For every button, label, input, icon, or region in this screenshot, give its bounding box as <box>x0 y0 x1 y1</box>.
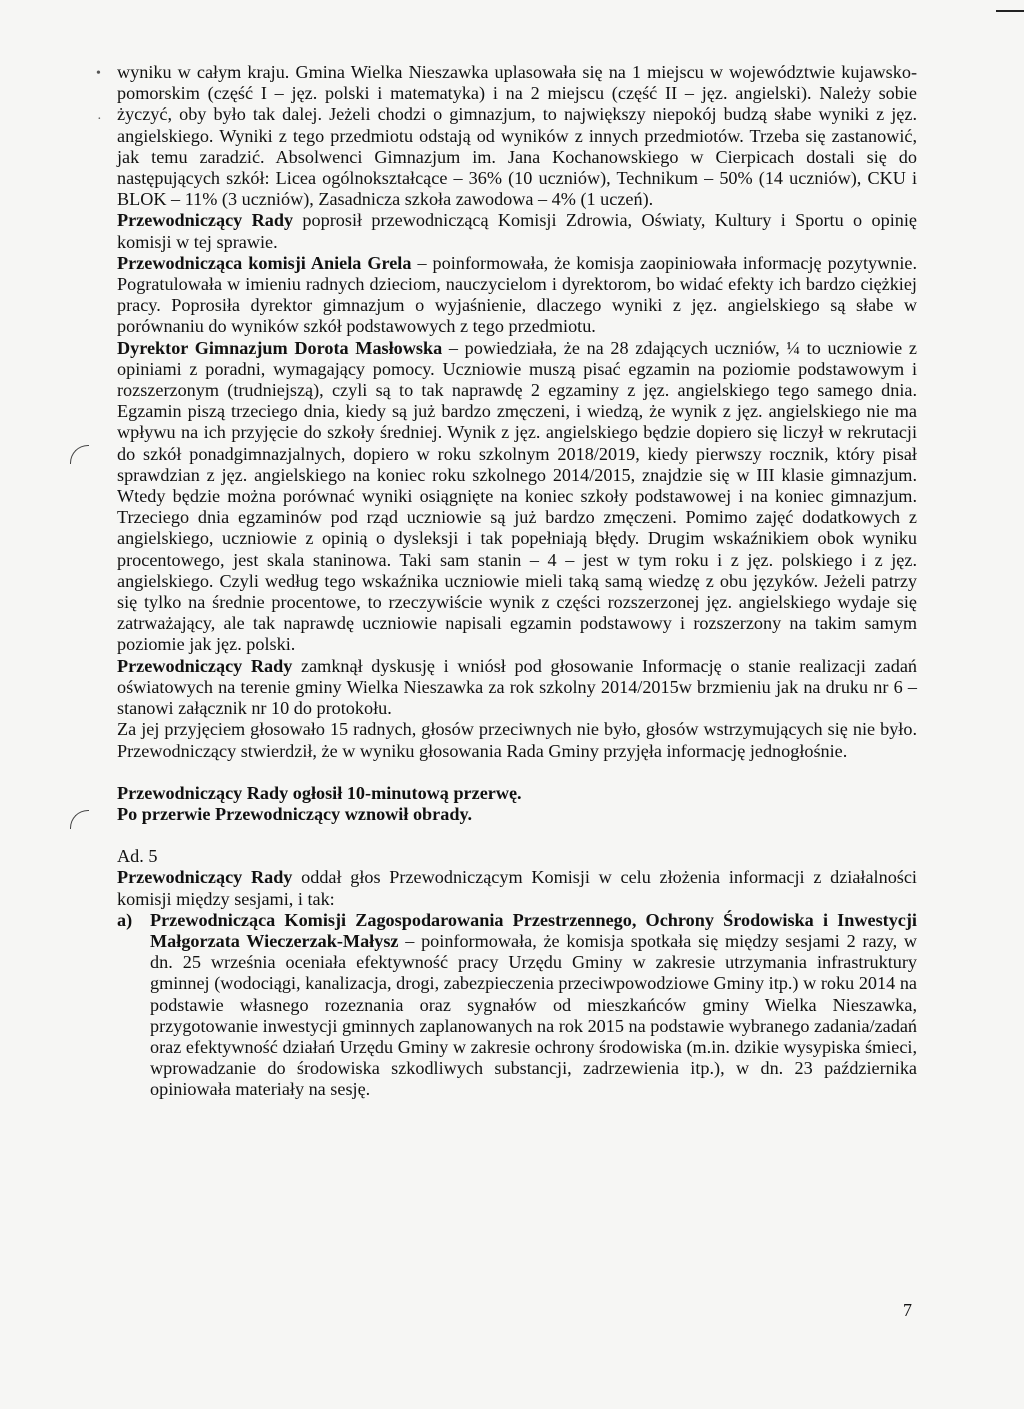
section-heading: Ad. 5 <box>117 846 158 867</box>
punch-hole-arc <box>70 810 89 829</box>
paragraph: Przewodniczący Rady zamknął dyskusję i wniósł pod głosowanie Informację o stanie realizacji zadań oświatowych na terenie gminy Wielka Nieszawka za rok szkolny 2014/2015w brzmieniu jak na druku nr 6 – stanowi załącznik nr 10 do protokołu. <box>117 655 917 719</box>
document-page <box>117 62 917 1101</box>
list-item-body: Przewodnicząca Komisji Zagospodarowania Przestrzennego, Ochrony Środowiska i Inwestycji Małgorzata Wieczerzak-Małysz – poinformowała, że komisja spotkała się między sesjami 2 razy, w dn. 25 września oceniała efektywność pracy Urzędu Gminy w zakresie utrzymania infrastruktury gminnej (wodociągi, kanalizacja, drogi, zabezpieczenia przeciwpowodziowe Gminy itp.) w roku 2014 na podstawie własnego rozeznania oraz sygnałów od mieszkańców gminy Wielka Nieszawka, przygotowanie inwestycji gminnych zaplanowanych na rok 2015 na podstawie wybranego zadania/zadań oraz efektywność działań Urzędu Gminy w zakresie ochrony środowiska (m.in. dzikie wysypiska śmieci, wprowadzanie do środowiska szkodliwych substancji, zadrzewienia itp.), w dn. 23 października opiniowała materiały na sesję. <box>150 909 917 1100</box>
scan-dot: · <box>97 112 102 127</box>
speaker-name: Przewodniczący Rady <box>117 210 294 231</box>
paragraph: Dyrektor Gimnazjum Dorota Masłowska – powiedziała, że na 28 zdających uczniów, ¼ to uczniowie z opiniami z poradni, wymagający pomocy. Uczniowie muszą pisać egzamin na poziomie podstawowym i rozszerzonym (trudniejszą), czyli są to tak naprawdę 2 egzaminy z jęz. angielskiego tego samego dnia. Egzamin piszą trzeciego dnia, kiedy są już bardzo zmęczeni, i wiedzą, że wynik z jęz. angielskiego nie ma wpływu na ich przyjęcie do szkoły średniej. Wynik z jęz. angielskiego będzie dopiero się liczył w rekrutacji do szkół ponadgimnazjalnych, dopiero w roku szkolnym 2018/2019, kiedy pierwszy rocznik, który pisał sprawdzian z jęz. angielskiego na koniec roku szkolnego 2014/2015, znajdzie się w III klasie gimnazjum. Wtedy będzie można porównać wyniki osiągnięte na koniec szkoły podstawowej i na koniec gimnazjum. Trzeciego dnia egzaminów pod rząd uczniowie są już bardzo zmęczeni. Pomimo zajęć dodatkowych z angielskiego, uczniowie z opinią o dysleksji i tak popełniają błędy. Drugim wskaźnikiem obok wyniku procentowego, jest skala staninowa. Taki sam stanin – 4 – jest w tym roku i z jęz. polskiego i z jęz. angielskiego. Czyli według tego wskaźnika uczniowie mieli taką samą wiedzę z obu języków. Jeżeli patrzy się tylko na średnie procentowe, to rzeczywiście wynik z części rozszerzonej jęz. angielskiego wydaje się zatrważający, ale tak naprawdę uczniowie napisali egzamin podstawowy i rozszerzony na takim samym poziomie jak jęz. polski. <box>117 337 917 655</box>
paragraph: Za jej przyjęciem głosowało 15 radnych, głosów przeciwnych nie było, głosów wstrzymujących się nie było. Przewodniczący stwierdził, że w wyniku głosowania Rada Gminy przyjęła informację jednogłośnie. <box>117 719 917 761</box>
speaker-name: Przewodnicząca komisji Aniela Grela <box>117 252 412 273</box>
break-announcement: Przewodniczący Rady ogłosił 10-minutową przerwę. <box>117 782 522 803</box>
paragraph: Przewodniczący Rady poprosił przewodniczącą Komisji Zdrowia, Oświaty, Kultury i Sportu o opinię komisji w tej sprawie. <box>117 210 917 252</box>
scan-dot: • <box>96 66 101 81</box>
list-item <box>117 910 917 1101</box>
scan-edge-mark <box>996 10 1024 12</box>
paragraph: Przewodniczący Rady oddał głos Przewodniczącym Komisji w celu złożenia informacji z działalności komisji między sesjami, i tak: <box>117 867 917 909</box>
speaker-name: Przewodnicząca Komisji Zagospodarowania Przestrzennego, Ochrony Środowiska i Inwestycji Małgorzata Wieczerzak-Małysz <box>150 909 917 951</box>
list-item-label: a) <box>117 909 133 930</box>
speaker-name: Przewodniczący Rady <box>117 867 293 888</box>
paragraph: wyniku w całym kraju. Gmina Wielka Nieszawka uplasowała się na 1 miejscu w województwie kujawsko-pomorskim (część I – jęz. polski i matematyka) i na 2 miejscu (część II – jęz. angielski). Należy sobie życzyć, oby było tak dalej. Jeżeli chodzi o gimnazjum, to największy niepokój budzą słabe wyniki z jęz. angielskiego. Wyniki z tego przedmiotu odstają od wyników z innych przedmiotów. Trzeba się zastanowić, jak temu zaradzić. Absolwenci Gimnazjum im. Jana Kochanowskiego w Cierpicach dostali się do następujących szkół: Licea ogólnokształcące – 36% (10 uczniów), Technikum – 50% (14 uczniów), CKU i BLOK – 11% (3 uczniów), Zasadnicza szkoła zawodowa – 4% (1 uczeń). <box>117 62 917 210</box>
resume-announcement: Po przerwie Przewodniczący wznowił obrady. <box>117 803 473 824</box>
speaker-name: Przewodniczący Rady <box>117 655 293 676</box>
speaker-name: Dyrektor Gimnazjum Dorota Masłowska <box>117 337 443 358</box>
paragraph: Przewodnicząca komisji Aniela Grela – poinformowała, że komisja zaopiniowała informację pozytywnie. Pogratulowała w imieniu radnych dzieciom, nauczycielom i dyrektorom, bo widać efekty ich bardzo ciężkiej pracy. Poprosiła dyrektor gimnazjum o wyjaśnienie, dlaczego wyniki z jęz. angielskiego są słabe w porównaniu do wyników szkół podstawowych z tego przedmiotu. <box>117 252 917 337</box>
punch-hole-arc <box>70 445 89 464</box>
page-number: 7 <box>903 1300 912 1320</box>
